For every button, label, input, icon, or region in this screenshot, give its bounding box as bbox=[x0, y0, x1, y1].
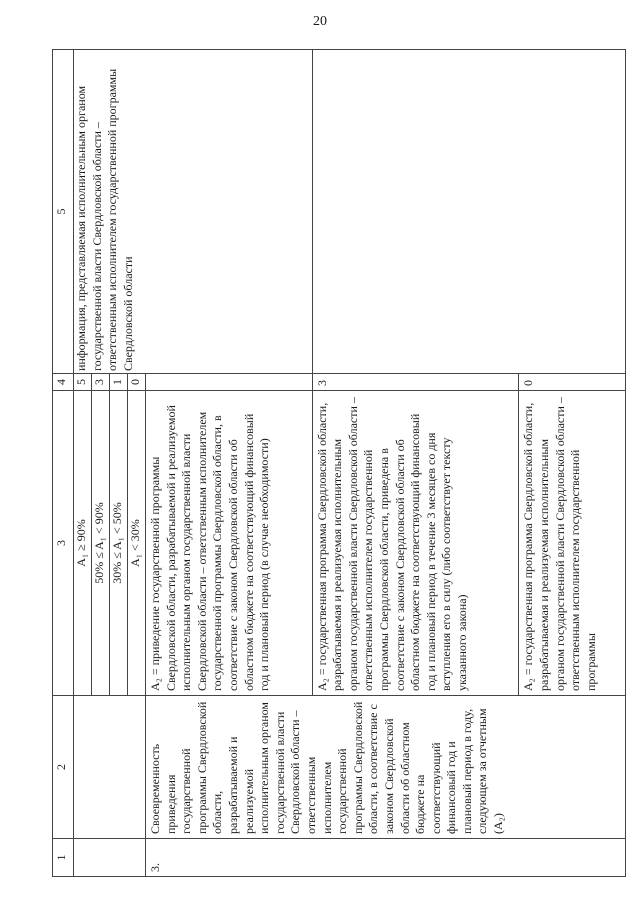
header-col-2: 2 bbox=[53, 696, 74, 839]
blank-name-cell bbox=[74, 696, 146, 839]
condition-text: A₂ = государственная программа Свердловской области, разрабатываемая и реализуемая исполнительным органом государственной власти Свердловской области – ответственным исполнителем государственной программы Свердловской области, приведена в соответствие с законом Свердловской области об областном бюджете на соответствующий финансовый год и плановый период в течение 3 месяцев со дня вступления его в силу (либо соответствует тексту указанного закона) bbox=[312, 391, 519, 696]
threshold-score: 5 bbox=[74, 374, 92, 391]
condition-score: 0 bbox=[519, 374, 626, 391]
blank-num-cell bbox=[74, 839, 146, 877]
source-cell: информация, представляемая исполнительным органом государственной власти Свердловской области – ответственным исполнителем государственной программы Свердловской области bbox=[74, 50, 313, 374]
condition-text: A₂ = государственная программа Свердловской области, разрабатываемая и реализуемая исполнительным органом государственной власти Свердловской области – ответственным исполнителем государственной программы bbox=[519, 391, 626, 696]
criteria-table bbox=[52, 49, 626, 877]
header-col-4: 4 bbox=[53, 374, 74, 391]
condition-score bbox=[146, 374, 313, 391]
rotated-table-frame bbox=[52, 50, 626, 877]
threshold-condition: 50% ≤ A₁ < 90% bbox=[92, 391, 110, 696]
threshold-condition: A₁ < 30% bbox=[128, 391, 146, 696]
threshold-condition: 30% ≤ A₁ < 50% bbox=[110, 391, 128, 696]
threshold-row bbox=[74, 50, 92, 877]
empty-source-cell bbox=[312, 50, 625, 374]
condition-text: A₂ = приведение государственной программы Свердловской области, разрабатываемой и реализуемой исполнительным органом государственной власти Свердловской области – ответственным исполнителем государственной программы Свердловской области, в соответствие с законом Свердловской области об областном бюджете на соответствующий финансовый год и плановый период (в случае необходимости) bbox=[146, 391, 313, 696]
header-row bbox=[53, 50, 74, 877]
header-col-5: 5 bbox=[53, 50, 74, 374]
threshold-condition: A₁ ≥ 90% bbox=[74, 391, 92, 696]
page-number: 20 bbox=[313, 14, 327, 29]
row-number: 3. bbox=[146, 839, 626, 877]
header-col-3: 3 bbox=[53, 391, 74, 696]
criterion-name: Своевременность приведения государственной программы Свердловской области, разрабатываемой и реализуемой исполнительным органом государственной власти Свердловской области – ответственным исполнителем государственной программы Свердловской области, в соответствие с законом Свердловской области об областном бюджете на соответствующий финансовый год и плановый период в году, следующем за отчетным (A₂) bbox=[146, 696, 626, 839]
threshold-score: 1 bbox=[110, 374, 128, 391]
header-col-1: 1 bbox=[53, 839, 74, 877]
threshold-score: 0 bbox=[128, 374, 146, 391]
condition-score: 3 bbox=[312, 374, 519, 391]
threshold-score: 3 bbox=[92, 374, 110, 391]
